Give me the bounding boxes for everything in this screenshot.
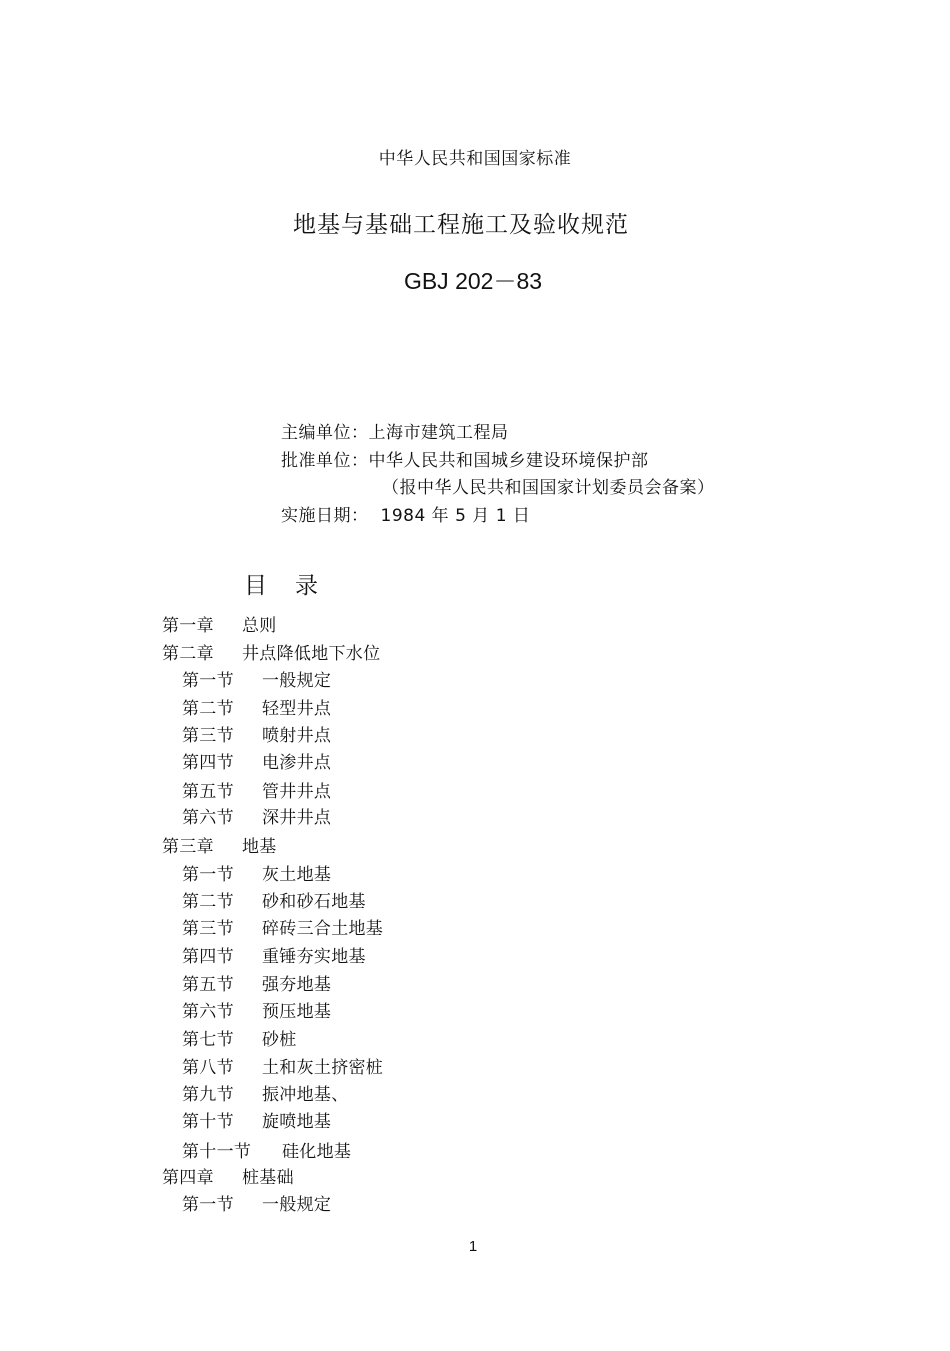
toc-chapter-3 xyxy=(162,832,277,857)
toc-section xyxy=(182,1080,349,1105)
toc-item-number: 第一节 xyxy=(182,1195,234,1215)
toc-item-title: 碎砖三合土地基 xyxy=(262,919,384,939)
toc-section xyxy=(182,997,332,1022)
toc-item-title: 总则 xyxy=(242,616,277,636)
editor-row xyxy=(281,418,509,443)
date-value: 1984 年 5 月 1 日 xyxy=(380,506,531,526)
editor-value: 上海市建筑工程局 xyxy=(368,423,509,443)
toc-item-title: 一般规定 xyxy=(262,671,332,691)
approver-row xyxy=(281,446,649,471)
approver-note: （报中华人民共和国国家计划委员会备案） xyxy=(382,478,715,498)
editor-label: 主编单位： xyxy=(281,423,369,443)
document-title: 地基与基础工程施工及验收规范 xyxy=(293,212,629,238)
toc-section xyxy=(182,748,332,773)
toc-item-number: 第七节 xyxy=(182,1030,234,1050)
toc-item-title: 预压地基 xyxy=(262,1002,332,1022)
toc-item-number: 第六节 xyxy=(182,808,234,828)
toc-item-number: 第一节 xyxy=(182,865,234,885)
toc-item-number: 第十节 xyxy=(182,1112,234,1132)
toc-item-number: 第二节 xyxy=(182,892,234,912)
toc-item-title: 灰土地基 xyxy=(262,865,332,885)
toc-section xyxy=(182,1025,297,1050)
page-number: 1 xyxy=(468,1238,478,1255)
toc-section xyxy=(182,721,332,746)
toc-item-number: 第一节 xyxy=(182,671,234,691)
toc-item-number: 第一章 xyxy=(162,616,214,636)
toc-item-title: 砂和砂石地基 xyxy=(262,892,366,912)
toc-item-number: 第十一节 xyxy=(182,1142,252,1162)
toc-item-title: 管井井点 xyxy=(262,782,332,802)
approver-value: 中华人民共和国城乡建设环境保护部 xyxy=(368,451,649,471)
document-code: GBJ 202－83 xyxy=(403,268,543,294)
date-label: 实施日期： xyxy=(281,506,369,526)
toc-chapter-2 xyxy=(162,639,381,664)
toc-item-title: 一般规定 xyxy=(262,1195,332,1215)
toc-item-title: 轻型井点 xyxy=(262,699,332,719)
toc-item-number: 第六节 xyxy=(182,1002,234,1022)
toc-section xyxy=(182,1107,332,1132)
toc-item-number: 第三章 xyxy=(162,837,214,857)
toc-item-number: 第三节 xyxy=(182,919,234,939)
toc-section xyxy=(182,887,366,912)
toc-item-title: 强夯地基 xyxy=(262,975,332,995)
toc-item-title: 振冲地基、 xyxy=(262,1085,349,1105)
toc-item-title: 桩基础 xyxy=(242,1168,294,1188)
toc-item-number: 第四章 xyxy=(162,1168,214,1188)
toc-item-number: 第三节 xyxy=(182,726,234,746)
toc-item-number: 第五节 xyxy=(182,975,234,995)
toc-section xyxy=(182,694,332,719)
standard-label: 中华人民共和国国家标准 xyxy=(378,149,572,169)
approver-label: 批准单位： xyxy=(281,451,369,471)
toc-item-title: 喷射井点 xyxy=(262,726,332,746)
toc-item-number: 第八节 xyxy=(182,1058,234,1078)
toc-item-title: 深井井点 xyxy=(262,808,332,828)
toc-section xyxy=(182,860,332,885)
toc-item-number: 第五节 xyxy=(182,782,234,802)
toc-item-title: 地基 xyxy=(242,837,277,857)
toc-section xyxy=(182,914,384,939)
toc-item-title: 电渗井点 xyxy=(262,753,332,773)
toc-item-number: 第二章 xyxy=(162,644,214,664)
toc-heading: 目录 xyxy=(244,573,346,599)
toc-section xyxy=(182,777,332,802)
toc-item-title: 土和灰土挤密桩 xyxy=(262,1058,384,1078)
toc-chapter-1 xyxy=(162,611,277,636)
toc-section xyxy=(182,970,332,995)
toc-item-title: 重锤夯实地基 xyxy=(262,947,366,967)
toc-item-title: 硅化地基 xyxy=(282,1142,352,1162)
toc-item-title: 井点降低地下水位 xyxy=(242,644,381,664)
toc-item-title: 砂桩 xyxy=(262,1030,297,1050)
toc-item-title: 旋喷地基 xyxy=(262,1112,332,1132)
toc-section xyxy=(182,942,366,967)
toc-section xyxy=(182,1053,384,1078)
toc-section xyxy=(182,1190,332,1215)
toc-item-number: 第四节 xyxy=(182,947,234,967)
toc-item-number: 第四节 xyxy=(182,753,234,773)
date-row xyxy=(281,501,530,526)
toc-item-number: 第二节 xyxy=(182,699,234,719)
toc-section xyxy=(182,1137,352,1162)
toc-chapter-4 xyxy=(162,1163,294,1188)
toc-item-number: 第九节 xyxy=(182,1085,234,1105)
toc-section xyxy=(182,666,332,691)
toc-section xyxy=(182,803,332,828)
